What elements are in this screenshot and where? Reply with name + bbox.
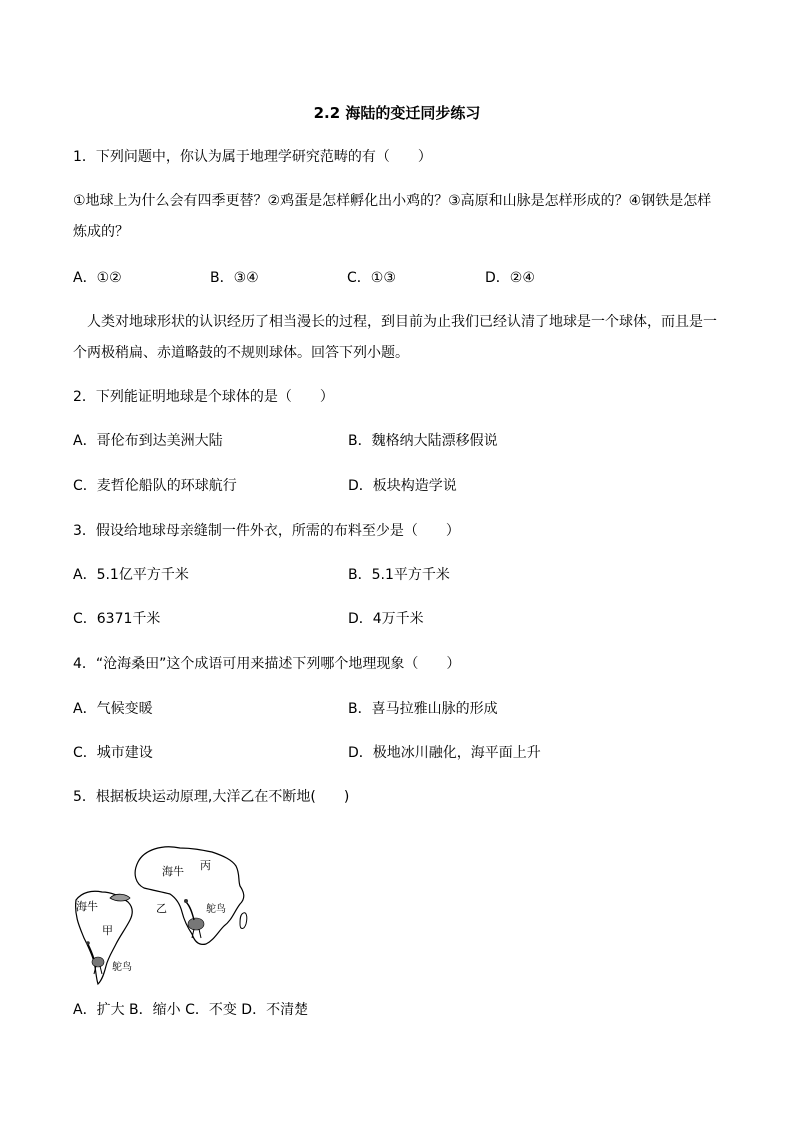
map-label-ostrich-africa: 鸵鸟 (206, 904, 226, 915)
q3-option-b[interactable]: B．5.1平方千米 (348, 567, 450, 583)
q1-body-line1: ①地球上为什么会有四季更替？②鸡蛋是怎样孵化出小鸡的？③高原和山脉是怎样形成的？④钢铁是怎样 (73, 193, 712, 209)
q1-option-a[interactable]: A．①② (73, 270, 122, 286)
map-label-ostrich-south-america: 鸵鸟 (112, 962, 132, 973)
page-title: 2.2 海陆的变迁同步练习 (313, 104, 481, 122)
madagascar-shape (240, 913, 247, 929)
q4-stem: 4．“沧海桑田”这个成语可用来描述下列哪个地理现象（ ） (73, 656, 461, 672)
q2-stem: 2．下列能证明地球是个球体的是（ ） (73, 389, 334, 405)
q2-option-b[interactable]: B．魏格纳大陆漂移假说 (348, 433, 498, 449)
q5-options[interactable]: A．扩大 B．缩小 C．不变 D．不清楚 (73, 1002, 309, 1018)
q2-option-a[interactable]: A．哥伦布到达美洲大陆 (73, 433, 223, 449)
q1-option-d[interactable]: D．②④ (485, 270, 535, 286)
q1-body-line2: 炼成的？ (73, 224, 129, 240)
passage-line1: 人类对地球形状的认识经历了相当漫长的过程，到目前为止我们已经认清了地球是一个球体，而且是一 (87, 314, 717, 330)
q1-option-b[interactable]: B．③④ (210, 270, 259, 286)
q4-option-d[interactable]: D．极地冰川融化，海平面上升 (348, 745, 541, 761)
map-label-yi: 乙 (156, 902, 167, 915)
q4-option-a[interactable]: A．气候变暖 (73, 701, 153, 717)
q1-options (73, 267, 753, 287)
q1-stem: 1．下列问题中，你认为属于地理学研究范畴的有（ ） (73, 149, 432, 165)
map-label-sea-cow-africa: 海牛 (162, 865, 184, 878)
q1-option-c[interactable]: C．①③ (347, 270, 396, 286)
map-label-sea-cow-south-america: 海牛 (76, 900, 98, 913)
q3-stem: 3．假设给地球母亲缝制一件外衣，所需的布料至少是（ ） (73, 523, 460, 539)
q2-option-d[interactable]: D．板块构造学说 (348, 478, 457, 494)
passage-line2: 个两极稍扁、赤道略鼓的不规则球体。回答下列小题。 (73, 345, 409, 361)
q3-option-d[interactable]: D．4万千米 (348, 611, 424, 627)
q3-option-c[interactable]: C．6371千米 (73, 611, 161, 627)
q5-stem: 5．根据板块运动原理,大洋乙在不断地( ) (73, 789, 350, 805)
q4-option-c[interactable]: C．城市建设 (73, 745, 153, 761)
map-label-bing: 丙 (200, 859, 211, 872)
q4-option-b[interactable]: B．喜马拉雅山脉的形成 (348, 701, 498, 717)
continent-map-figure (72, 840, 252, 990)
map-label-jia: 甲 (102, 924, 113, 937)
q3-option-a[interactable]: A．5.1亿平方千米 (73, 567, 189, 583)
q2-option-c[interactable]: C．麦哲伦船队的环球航行 (73, 478, 237, 494)
africa-continent-shape (135, 847, 244, 945)
